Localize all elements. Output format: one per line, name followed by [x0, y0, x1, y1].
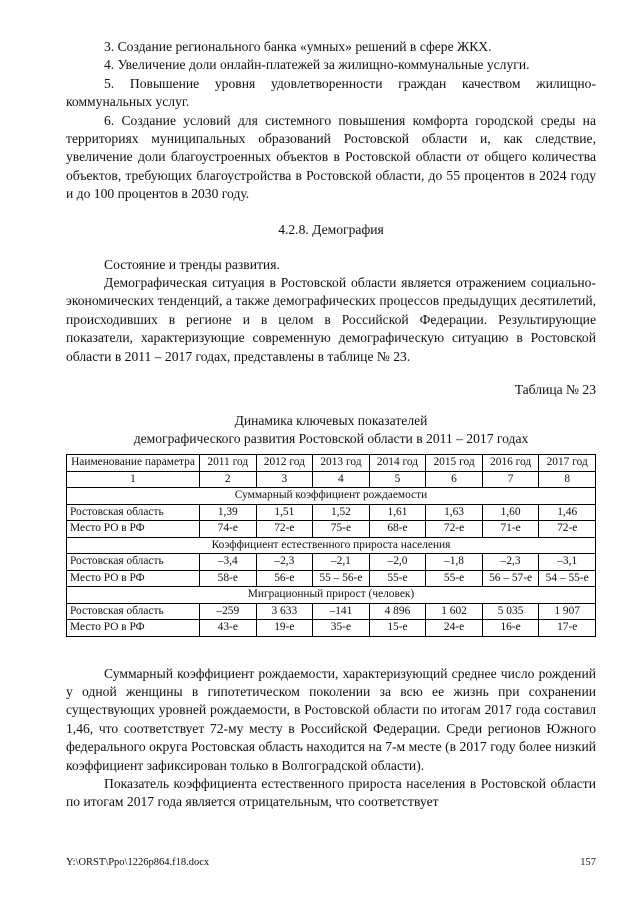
table-cell: 5 — [369, 471, 426, 488]
table-header-cell: 2016 год — [482, 455, 539, 472]
list-item-3: 3. Создание регионального банка «умных» решений в сфере ЖКХ. — [104, 39, 492, 54]
table-section-row — [67, 488, 596, 505]
table-caption-line: демографического развития Ростовской области в 2011 – 2017 годах — [133, 431, 529, 447]
table-header-cell: 2017 год — [539, 455, 596, 472]
table-cell: 35-е — [313, 620, 370, 637]
table-cell: 17-е — [539, 620, 596, 637]
body-paragraph: Суммарный коэффициент рождаемости, характеризующий среднее число рождений у одной женщины в гипотетическом поколении за всю ее жизнь при сохранении существующих уровней рождаемости, в Ростовской области по итогам 2017 года составил 1,46, что соответствует 72-му месту в Российской Федерации. Среди регионов Южного федерального округа Ростовская область находится на 7-м месте (в 2017 году более низкий коэффициент зафиксирован только в Волгоградской области). — [66, 665, 596, 773]
table-row — [67, 504, 596, 521]
table-cell: –3,1 — [539, 554, 596, 571]
table-header-cell: 2012 год — [256, 455, 313, 472]
table-cell: –2,3 — [482, 554, 539, 571]
table-caption-line: Динамика ключевых показателей — [234, 413, 428, 429]
table-cell: 43-е — [200, 620, 257, 637]
body-paragraph: Показатель коэффициента естественного прироста населения в Ростовской области по итогам 2017 года является отрицательным, что соответствует — [66, 776, 596, 810]
table-cell: 15-е — [369, 620, 426, 637]
table-cell: –1,8 — [426, 554, 483, 571]
list-item-4: 4. Увеличение доли онлайн-платежей за жилищно-коммунальные услуги. — [104, 57, 530, 73]
table-row — [67, 554, 596, 571]
table-cell: –2,3 — [256, 554, 313, 571]
table-section-title: Миграционный прирост (человек) — [67, 587, 596, 604]
page-number: 157 — [580, 857, 596, 868]
table-cell: –3,4 — [200, 554, 257, 571]
table-row-label: Место РО в РФ — [67, 620, 200, 637]
table-row — [67, 570, 596, 587]
table-cell: 72-е — [256, 521, 313, 538]
table-section-row — [67, 537, 596, 554]
table-cell: 8 — [539, 471, 596, 488]
table-cell: 75-е — [313, 521, 370, 538]
table-cell: 55-е — [369, 570, 426, 587]
table-cell: 19-е — [256, 620, 313, 637]
table-cell: –2,0 — [369, 554, 426, 571]
table-row — [67, 603, 596, 620]
table-cell: –259 — [200, 603, 257, 620]
table-cell: 16-е — [482, 620, 539, 637]
table-cell: 1 907 — [539, 603, 596, 620]
list-item-6: 6. Создание условий для системного повышения комфорта городской среды на территориях муниципальных образований Ростовской области и, как следствие, увеличение доли благоустроенных объектов в Ростовской области от общего количества объектов, требующих благоустройства в Ростовской области, до 55 процентов в 2024 году и до 100 процентов в 2030 году. — [66, 112, 596, 202]
table-cell: 2 — [200, 471, 257, 488]
table-cell: 58-е — [200, 570, 257, 587]
table-section-title: Коэффициент естественного прироста населения — [67, 537, 596, 554]
table-cell: 1,61 — [369, 504, 426, 521]
table-row-label: 1 — [67, 471, 200, 488]
table-row-label: Место РО в РФ — [67, 570, 200, 587]
table-cell: –2,1 — [313, 554, 370, 571]
table-cell: 7 — [482, 471, 539, 488]
table-cell: 24-е — [426, 620, 483, 637]
table-cell: 56 – 57-е — [482, 570, 539, 587]
table-cell: 71-е — [482, 521, 539, 538]
table-cell: 3 633 — [256, 603, 313, 620]
table-number-row — [67, 471, 596, 488]
table-cell: 72-е — [426, 521, 483, 538]
table-header-cell: 2014 год — [369, 455, 426, 472]
table-row-label: Ростовская область — [67, 603, 200, 620]
table-number: Таблица № 23 — [514, 382, 596, 398]
section-heading: 4.2.8. Демография — [278, 221, 384, 237]
table-cell: 1,52 — [313, 504, 370, 521]
table-cell: 1,63 — [426, 504, 483, 521]
table-row — [67, 521, 596, 538]
table-cell: 5 035 — [482, 603, 539, 620]
document-page — [66, 38, 596, 812]
table-row-label: Место РО в РФ — [67, 521, 200, 538]
table-body — [67, 455, 596, 637]
table-cell: 1,51 — [256, 504, 313, 521]
table-row — [67, 620, 596, 637]
table-cell: 55-е — [426, 570, 483, 587]
table-cell: 68-е — [369, 521, 426, 538]
table-cell: 4 896 — [369, 603, 426, 620]
table-header-cell: Наименование параметра — [67, 455, 200, 472]
table-cell: 56-е — [256, 570, 313, 587]
table-header-row — [67, 455, 596, 472]
table-cell: 4 — [313, 471, 370, 488]
demography-table — [66, 454, 596, 637]
table-cell: –141 — [313, 603, 370, 620]
table-section-title: Суммарный коэффициент рождаемости — [67, 488, 596, 505]
table-section-row — [67, 587, 596, 604]
table-cell: 1,39 — [200, 504, 257, 521]
table-cell: 74-е — [200, 521, 257, 538]
table-header-cell: 2015 год — [426, 455, 483, 472]
table-cell: 1,46 — [539, 504, 596, 521]
list-item-5: 5. Повышение уровня удовлетворенности граждан качеством жилищно-коммунальных услуг. — [66, 75, 596, 110]
table-cell: 55 – 56-е — [313, 570, 370, 587]
table-header-cell: 2013 год — [313, 455, 370, 472]
page-footer — [66, 857, 596, 868]
table-cell: 54 – 55-е — [539, 570, 596, 587]
intro-paragraph: Состояние и тренды развития. — [104, 256, 280, 272]
table-cell: 6 — [426, 471, 483, 488]
table-cell: 72-е — [539, 521, 596, 538]
footer-file-path: Y:\ORST\Ppo\1226p864.f18.docx — [66, 857, 210, 868]
table-cell: 3 — [256, 471, 313, 488]
intro-paragraph: Демографическая ситуация в Ростовской области является отражением социально-экономических тенденций, а также демографических процессов предыдущих десятилетий, происходивших в регионе и в целом в Российской Федерации. Результирующие показатели, характеризующие современную демографическую ситуацию в Ростовской области в 2011 – 2017 годах, представлены в таблице № 23. — [66, 275, 596, 364]
table-cell: 1,60 — [482, 504, 539, 521]
table-row-label: Ростовская область — [67, 504, 200, 521]
table-caption — [66, 412, 596, 448]
table-header-cell: 2011 год — [200, 455, 257, 472]
table-row-label: Ростовская область — [67, 554, 200, 571]
table-cell: 1 602 — [426, 603, 483, 620]
